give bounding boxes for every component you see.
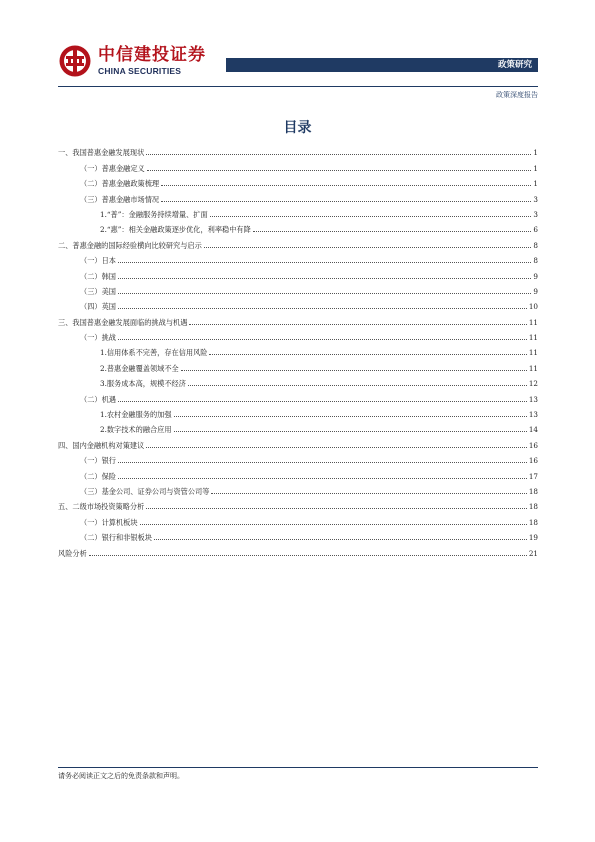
toc-entry-page: 14	[528, 425, 538, 435]
citic-logo-icon	[58, 44, 92, 78]
toc-entry-label: （三）基金公司、证券公司与资管公司等	[80, 486, 210, 496]
toc-entry-label: （三）普惠金融市场情况	[80, 194, 160, 204]
toc-entry[interactable]	[58, 542, 538, 557]
toc-leader-dots	[118, 401, 527, 402]
toc-leader-dots	[146, 447, 527, 448]
toc-leader-dots	[118, 478, 527, 479]
toc-entry-page: 8	[533, 240, 538, 250]
toc-leader-dots	[253, 231, 532, 232]
toc-entry[interactable]	[58, 173, 538, 188]
toc-leader-dots	[118, 278, 531, 279]
toc-entry-page: 8	[533, 256, 538, 266]
toc-leader-dots	[209, 354, 526, 355]
header-divider	[58, 86, 538, 87]
toc-entry[interactable]	[58, 496, 538, 511]
toc-entry-label: 1.农村金融服务的加强	[100, 410, 172, 420]
toc-entry-page: 12	[528, 379, 538, 389]
toc-entry-page: 3	[533, 209, 538, 219]
toc-entry-label: （一）计算机板块	[80, 517, 138, 527]
toc-entry-label: （一）银行	[80, 456, 116, 466]
toc-entry-label: （二）普惠金融政策梳理	[80, 179, 160, 189]
toc-entry[interactable]	[58, 450, 538, 465]
toc-entry[interactable]	[58, 388, 538, 403]
toc-entry[interactable]	[58, 142, 538, 157]
company-logo	[58, 44, 206, 78]
toc-leader-dots	[118, 462, 527, 463]
toc-entry-label: 2.“惠”：相关金融政策逐步优化，利率稳中有降	[100, 225, 251, 235]
toc-entry[interactable]	[58, 327, 538, 342]
toc-entry[interactable]	[58, 342, 538, 357]
toc-entry-page: 21	[528, 548, 538, 558]
toc-leader-dots	[188, 385, 527, 386]
toc-entry[interactable]	[58, 419, 538, 434]
toc-entry-label: （四）英国	[80, 302, 116, 312]
toc-entry-page: 9	[533, 286, 538, 296]
toc-leader-dots	[118, 308, 527, 309]
toc-entry-label: 四、国内金融机构对策建议	[58, 440, 145, 450]
report-type-label: 政策深度报告	[496, 91, 538, 99]
toc-leader-dots	[181, 370, 527, 371]
toc-title: 目录	[283, 120, 312, 136]
toc-leader-dots	[118, 262, 531, 263]
toc-entry-page: 1	[533, 179, 538, 189]
toc-entry-label: 2.数字技术的融合应用	[100, 425, 172, 435]
toc-entry-page: 11	[528, 317, 538, 327]
toc-entry-label: （一）日本	[80, 256, 116, 266]
toc-entry[interactable]	[58, 296, 538, 311]
toc-leader-dots	[146, 154, 531, 155]
toc-entry[interactable]	[58, 250, 538, 265]
toc-leader-dots	[146, 508, 527, 509]
toc-leader-dots	[189, 324, 526, 325]
logo-cn-text: 中信建投证券	[98, 44, 206, 65]
toc-entry[interactable]	[58, 311, 538, 326]
toc-entry[interactable]	[58, 511, 538, 526]
toc-entry-label: 风险分析	[58, 548, 87, 558]
toc-entry[interactable]	[58, 281, 538, 296]
toc-entry-page: 18	[528, 502, 538, 512]
toc-leader-dots	[147, 170, 532, 171]
toc-entry-label: 二、普惠金融的国际经验横向比较研究与启示	[58, 240, 202, 250]
toc-entry-page: 1	[533, 148, 538, 158]
toc-entry-label: （二）保险	[80, 471, 116, 481]
toc-entry-page: 13	[528, 394, 538, 404]
footer-disclaimer: 请务必阅读正文之后的免责条款和声明。	[58, 772, 184, 780]
toc-entry[interactable]	[58, 265, 538, 280]
toc-entry-page: 18	[528, 486, 538, 496]
toc-entry-page: 16	[528, 440, 538, 450]
toc-entry[interactable]	[58, 465, 538, 480]
toc-entry[interactable]	[58, 434, 538, 449]
toc-leader-dots	[89, 555, 527, 556]
toc-entry-page: 18	[528, 517, 538, 527]
toc-entry-label: （二）韩国	[80, 271, 116, 281]
toc-entry-page: 11	[528, 348, 538, 358]
toc-entry-page: 6	[533, 225, 538, 235]
toc-entry[interactable]	[58, 404, 538, 419]
toc-entry-page: 17	[528, 471, 538, 481]
toc-entry[interactable]	[58, 188, 538, 203]
toc-entry-label: （二）机遇	[80, 394, 116, 404]
toc-leader-dots	[211, 493, 526, 494]
toc-leader-dots	[140, 524, 527, 525]
toc-leader-dots	[210, 216, 532, 217]
toc-leader-dots	[161, 185, 531, 186]
toc-leader-dots	[118, 339, 527, 340]
toc-entry[interactable]	[58, 234, 538, 249]
toc-entry[interactable]	[58, 157, 538, 172]
toc-leader-dots	[174, 431, 527, 432]
toc-entry-page: 13	[528, 410, 538, 420]
toc-entry-page: 3	[533, 194, 538, 204]
toc-entry-label: 3.服务成本高，规模不经济	[100, 379, 186, 389]
toc-entry-label: 三、我国普惠金融发展面临的挑战与机遇	[58, 317, 188, 327]
toc-entry-page: 10	[528, 302, 538, 312]
toc-entry[interactable]	[58, 527, 538, 542]
section-banner: 政策研究	[226, 58, 538, 72]
toc-entry-label: 一、我国普惠金融发展现状	[58, 148, 145, 158]
toc-leader-dots	[118, 293, 531, 294]
toc-entry-label: 五、二级市场投资策略分析	[58, 502, 145, 512]
toc-entry-page: 11	[528, 333, 538, 343]
toc-entry-label: 1.信用体系不完善，存在信用风险	[100, 348, 208, 358]
toc-leader-dots	[161, 201, 531, 202]
footer-divider	[58, 767, 538, 768]
toc-entry-label: 1.“普”：金融服务持续增量、扩面	[100, 209, 208, 219]
toc-entry[interactable]	[58, 204, 538, 219]
toc-entry-label: （三）美国	[80, 286, 116, 296]
toc-entry-label: （一）挑战	[80, 333, 116, 343]
toc-entry-page: 19	[528, 533, 538, 543]
toc-entry-label: （一）普惠金融定义	[80, 163, 145, 173]
toc-entry-page: 11	[528, 363, 538, 373]
toc-entry[interactable]	[58, 373, 538, 388]
table-of-contents	[58, 142, 538, 558]
toc-entry-label: 2.普惠金融覆盖领域不全	[100, 363, 179, 373]
toc-entry-page: 1	[533, 163, 538, 173]
toc-entry[interactable]	[58, 357, 538, 372]
toc-leader-dots	[174, 416, 527, 417]
toc-entry[interactable]	[58, 219, 538, 234]
toc-leader-dots	[204, 247, 532, 248]
toc-entry-page: 16	[528, 456, 538, 466]
toc-entry-label: （二）银行和非银板块	[80, 533, 152, 543]
logo-en-text: CHINA SECURITIES	[98, 65, 182, 76]
toc-entry[interactable]	[58, 481, 538, 496]
toc-entry-page: 9	[533, 271, 538, 281]
toc-leader-dots	[154, 539, 527, 540]
